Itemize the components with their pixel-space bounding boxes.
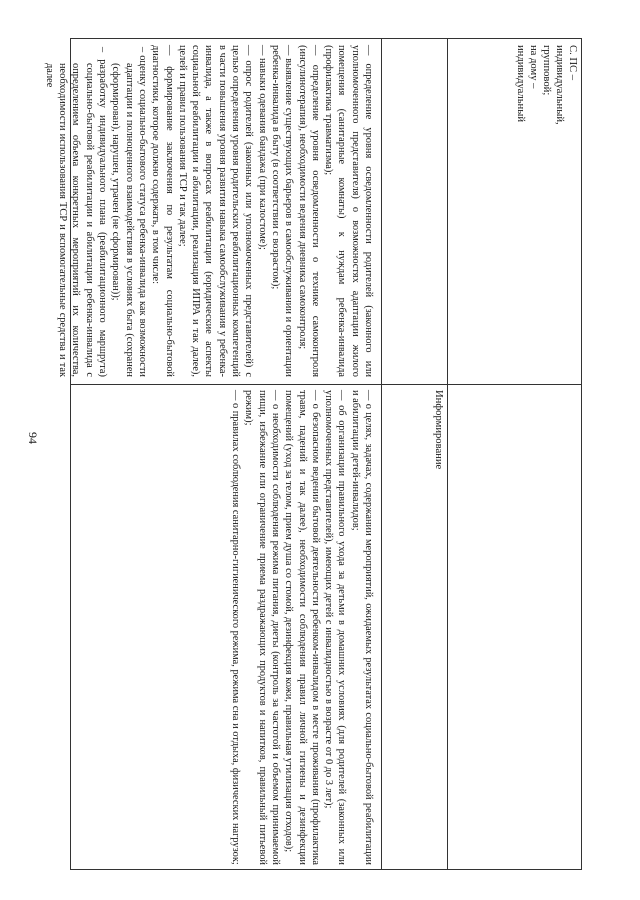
- paragraph-item: — об организации правильного ухода за детьми в домашних условиях (для родителей (законных или уполномоченных представителей), имеющих детей с инвалидностью в возрасте от 0 до 3 лет);: [323, 390, 348, 865]
- paragraph-item: — опрос родителей (законных или уполномоченных представителей) с целью определения уровня родительских реабилитационных компетенций в части повышения уровня развития навыка самообслуживания у ребенка-инвалида, а также в вопросах реабилитации (юридические аспекты социальной реабилитации и абилитации, реализация ИПРА и так далее), целей и правил пользования ТСР и так далее;: [176, 45, 255, 377]
- paragraph-item: — формирование заключения по результатам социально-бытовой диагностики, которое должно содержать, в том числе:: [150, 45, 175, 377]
- row-label-text: Информирование: [433, 390, 444, 470]
- paragraph-item: — о безопасном ведении бытовой деятельности ребенком-инвалидом в месте проживания (профилактика травм, падений и так далее), необходимости соблюдения правил личной гигиены и дезинфекции помещений (уход за телом, прием душа со стомой, дезинфекция кожи, правильная утилизация отходов);: [283, 390, 321, 865]
- page-number: 94: [26, 432, 40, 444]
- format-note-line: на дому –: [528, 45, 539, 89]
- row-label: [425, 390, 445, 590]
- format-note-line: индивидуальный: [515, 45, 526, 122]
- document-table: [43, 38, 582, 870]
- content-cell-bottom: [131, 390, 375, 865]
- content-cell-top: [43, 45, 375, 377]
- sub-item: – оценку социально-бытового статуса ребенка-инвалида как возможности адаптации и полноценного взаимодействия в условиях быта (сохранен (сформирован), нарушен, утрачен (не сформирован));: [110, 47, 148, 377]
- paragraph-item: — о целях, задачах, содержании мероприятий, ожидаемых результатах социально-бытовой реабилитации и абилитации детей-инвалидов;: [349, 390, 374, 865]
- table-column-divider-left: [381, 39, 382, 869]
- table-column-divider-right: [447, 39, 448, 869]
- paragraph-item: — определение уровня осведомленности родителей (законного или уполномоченного представителя) о возможностях адаптации жилого помещения (санитарные комнаты) к нуждам ребенка-инвалида (профилактика травматизма);: [323, 45, 374, 377]
- format-note-line: С. ПС –: [567, 45, 578, 81]
- paragraph-item: — определение уровня осведомленности о технике самоконтроля (инсулинотерапия), необходимости ведения дневника самоконтроля;: [296, 45, 321, 377]
- paragraph-item: — навыки одевания бандажа (при калостоме);: [256, 45, 268, 250]
- format-note-line: индивидуальный,: [554, 45, 565, 125]
- paragraph-item: — о необходимости соблюдения режима питания, диеты (контроль за частотой и объемом принимаемой пищи, избежание или ограничение приема раздражающих продуктов и напитков, правильный питьевой режим);: [243, 390, 281, 865]
- table-row-divider: [71, 384, 581, 385]
- format-note-line: групповой;: [541, 45, 552, 96]
- paragraph-item: — о правилах соблюдения санитарно-гигиенического режима, режима сна и отдыха, физических нагрузок;: [230, 390, 242, 865]
- sub-item: – разработку индивидуального плана (реабилитационного маршрута) социально-бытовой реабилитации и абилитации ребенка-инвалида с определением объема конкретных мероприятий их количества, необходимости использования ТСР и вспомогательные средства и так далее: [43, 47, 109, 377]
- format-note: [495, 45, 579, 295]
- paragraph-item: — выявление существующих барьеров в самообслуживании и ориентации ребенка-инвалида в быту (в соответствии с возрастом);: [269, 45, 295, 377]
